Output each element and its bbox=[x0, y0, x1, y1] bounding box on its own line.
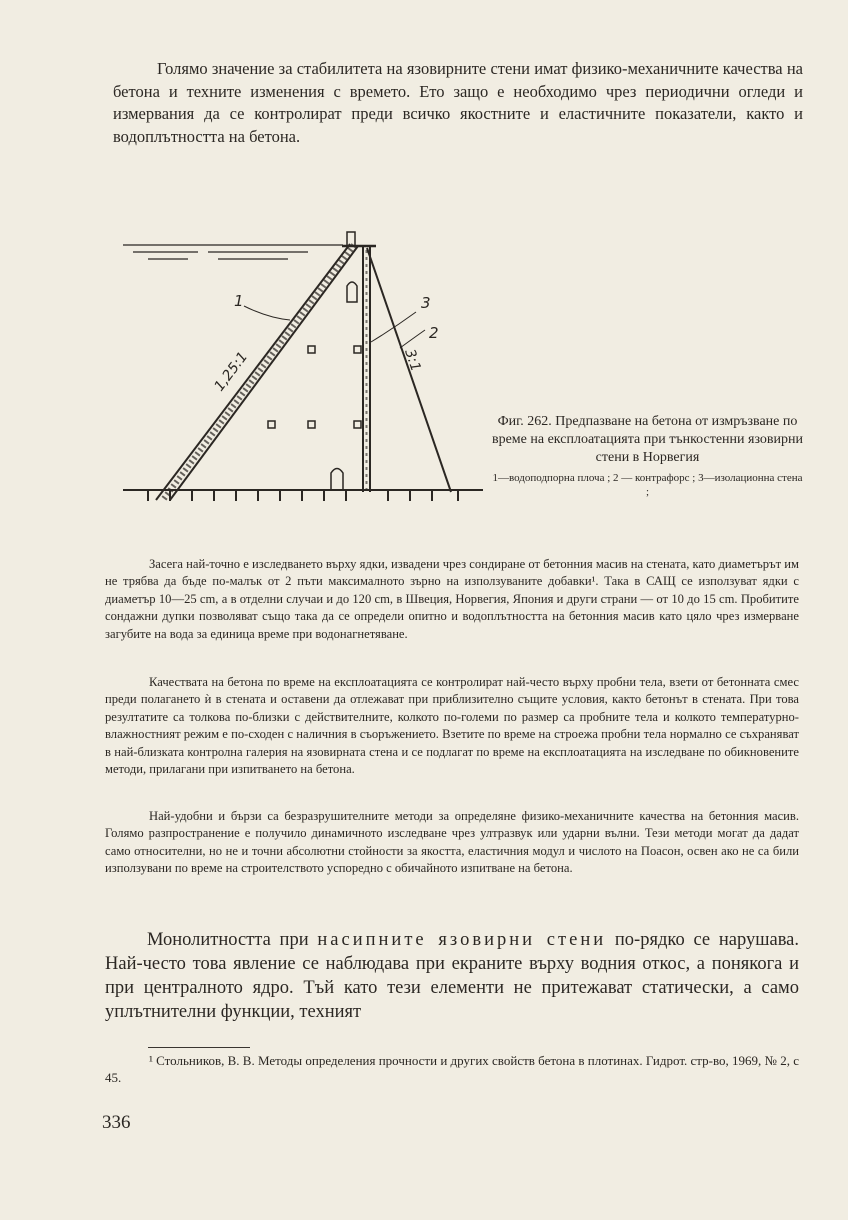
label-2: 2 bbox=[429, 324, 439, 342]
buttress bbox=[363, 246, 370, 492]
caption-legend: 1—водоподпорна плоча ; 2 — контрафорс ; 3—изолационна стена ; bbox=[492, 472, 803, 498]
dam-cross-section-drawing bbox=[118, 224, 493, 514]
caption-title: Фиг. 262. Предпазване на бетона от измръзване по време на експлоатацията при тънкостенни язовирни стени в Норвегия bbox=[491, 414, 803, 465]
lead-text: Монолитността при bbox=[147, 930, 309, 950]
emphasized-term: насипните язовирни стени bbox=[317, 930, 607, 950]
label-3: 3 bbox=[421, 294, 431, 312]
intro-paragraph: Голямо значение за стабилитета на язовирните стени имат физико-механичните качества на бетона и техните изменения с времето. Ето защо е необходимо чрез периодични огледи и измервания да се контролират преди всичко якостните и еластичните показатели, както и водоплътността на бетона. bbox=[113, 59, 803, 146]
footnote: ¹ Стольников, В. В. Методы определения прочности и других свойств бетона в плотинах. Гидрот. стр-во, 1969, № 2, с 45. bbox=[105, 1053, 799, 1085]
figure-262-dam-diagram bbox=[118, 224, 493, 514]
leader-lines bbox=[244, 306, 425, 348]
paragraph-continuation: по-рядко се нарушава. Най-често това явление се наблюдава при екраните върху водния откос, а понякога и при централното ядро. Тъй като тези елементи не притежават статически, а само уплътнителни функции, техният bbox=[105, 930, 800, 1022]
body-paragraph-1: Засега най-точно е изследването върху ядки, извадени чрез сондиране от бетонния масив на стената, като диаметърът им не трябва да бъде по-малък от 2 пъти максималното зърно на използуваните добавки¹. Така в САЩ се използуват ядки с диаметър 10—25 cm, а в отделни случаи и до 120 cm, в Швеция, Норвегия, Япония и други страни — от 10 до 15 cm. Пробитите сондажни дупки позволяват също така да се определи опитно и водоплътността на бетонния масив като цяло чрез измерване загубите на вода за единица време при водонагнетяване. bbox=[105, 557, 799, 641]
water-surface bbox=[123, 245, 343, 259]
figure-caption bbox=[490, 413, 805, 499]
page-number: 336 bbox=[102, 1112, 131, 1133]
crest-post bbox=[347, 232, 355, 246]
label-slope-left: 1,25:1 bbox=[211, 349, 252, 395]
label-slope-right: 3:1 bbox=[401, 347, 424, 374]
wall-openings bbox=[268, 282, 361, 489]
body-paragraph-2: Качествата на бетона по време на експлоатацията се контролират най-често върху пробни тела, взети от бетонната смес преди полагането ѝ в стената и оставени да отлежават при приблизително същите условия, както бетонът в стената. При това резултатите са толкова по-близки с действителните, колкото по-големи по размер са пробните тела и колкото температурно-влажностният режим е по-сходен с наличния в съоръжението. Взетите по време на строежа пробни тела нормално се съхраняват в най-близката контролна галерия на язовирната стена и се подлагат по време на експлоатацията на изследване по обикновените методи, прилагани при изпитването на бетона. bbox=[105, 675, 799, 777]
footnote-divider bbox=[148, 1047, 250, 1048]
body-paragraph-3: Най-удобни и бързи са безразрушителните методи за определяне физико-механичните качества на бетонния масив. Голямо разпространение е получило динамичното изследване чрез ултразвук или ударни вълни. Тези методи могат да дадат само относителни, но не и точни абсолютни стойности за якостта, еластичния модул и числото на Поасон, освен ако не са били използувани по време на строителството успоредно с обичайното изпитване на бетона. bbox=[105, 809, 799, 876]
label-1: 1 bbox=[234, 292, 244, 310]
embankment-dams-paragraph bbox=[105, 928, 799, 1024]
upstream-slab bbox=[156, 244, 358, 500]
